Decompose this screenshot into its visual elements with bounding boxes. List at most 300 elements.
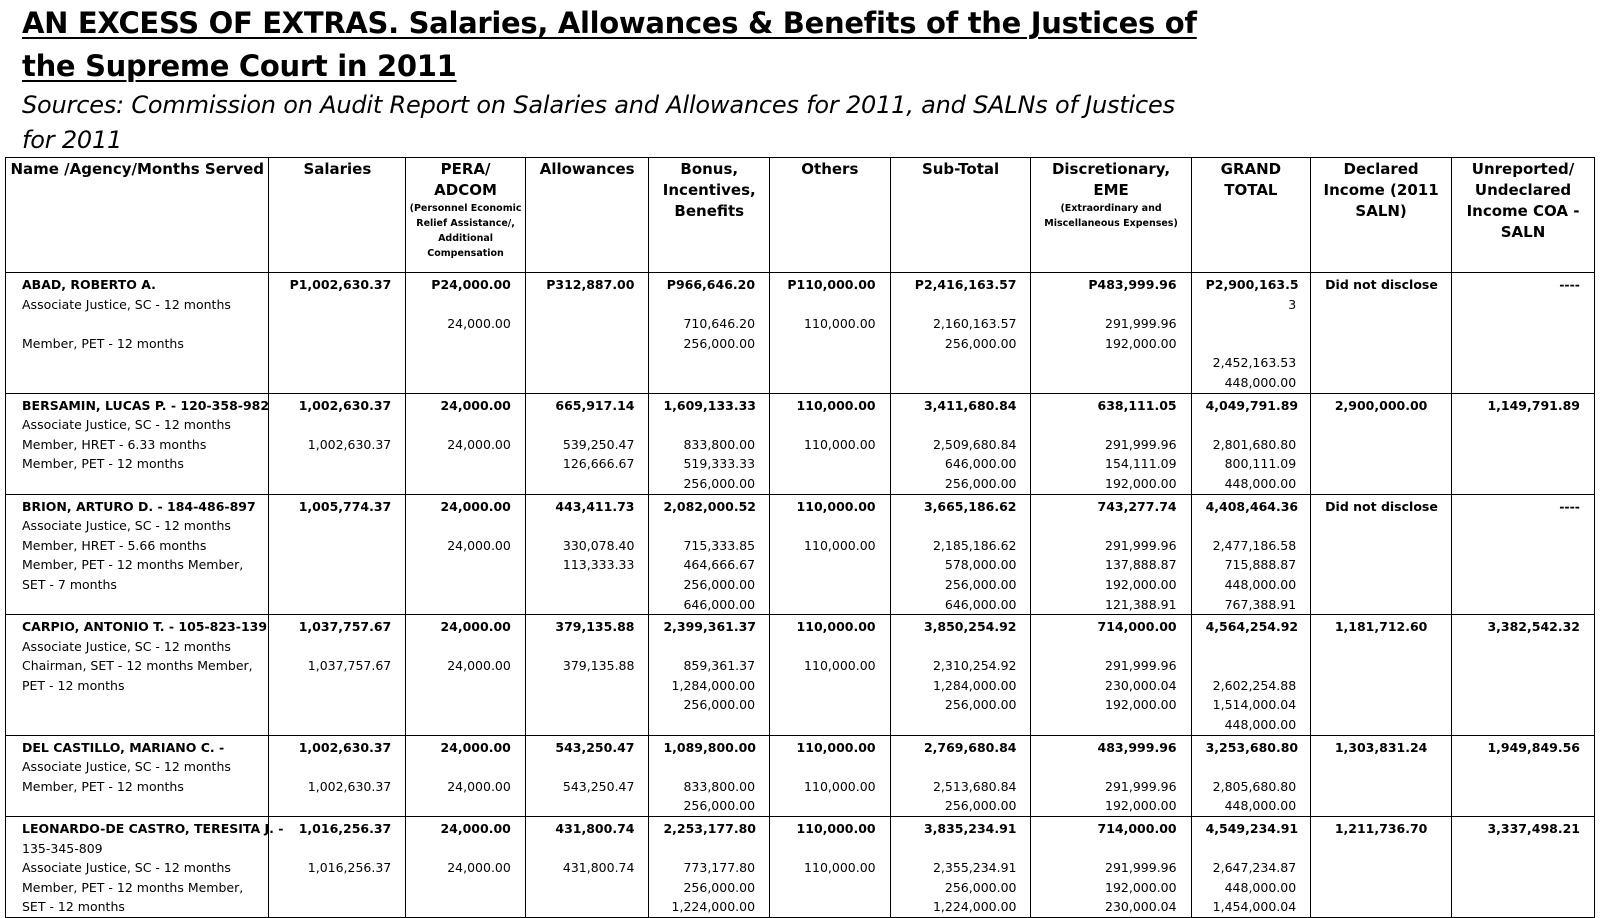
cell-grand <box>1191 273 1311 394</box>
cell-others <box>770 735 891 816</box>
amount-line: 256,000.00 <box>944 798 1017 814</box>
column-header <box>1191 158 1311 273</box>
amount-line <box>784 637 876 657</box>
amount-line: 24,000.00 <box>447 436 511 452</box>
cell-salaries <box>269 494 406 615</box>
amount-line: 638,111.05 <box>1097 397 1177 413</box>
amount-line: 578,000.00 <box>944 557 1017 573</box>
cell-name <box>6 735 269 816</box>
table-row <box>6 494 1595 615</box>
amount-line <box>905 839 1017 859</box>
cell-allowances <box>525 494 649 615</box>
amount-line: 4,408,464.36 <box>1205 498 1299 514</box>
amount-line: P2,900,163.5 <box>1205 277 1299 292</box>
amount-line <box>1206 839 1297 859</box>
position-line: 135-345-809 <box>22 840 103 856</box>
column-header-label: Name /Agency/Months Served <box>10 160 264 178</box>
amount-line: 24,000.00 <box>447 658 511 674</box>
amount-line <box>663 637 755 657</box>
cell-unreported <box>1452 273 1595 394</box>
amount-line: 1,303,831.24 <box>1334 739 1428 755</box>
report-title-line-1: AN EXCESS OF EXTRAS. Salaries, Allowances & Benefits of the Justices of <box>22 6 1197 40</box>
amount-line: 379,135.88 <box>555 619 635 635</box>
amount-line: 665,917.14 <box>555 397 635 413</box>
cell-bonus <box>649 735 770 816</box>
amount-line: 1,016,256.37 <box>298 821 392 837</box>
amount-line: 1,149,791.89 <box>1487 397 1580 413</box>
justice-name: ABAD, ROBERTO A. <box>22 277 156 292</box>
amount-line: 24,000.00 <box>440 739 511 755</box>
amount-line <box>663 839 755 859</box>
cell-unreported <box>1452 817 1595 918</box>
column-header <box>1452 158 1595 273</box>
amount-line: 767,388.91 <box>1224 596 1297 612</box>
amount-line: 1,211,736.70 <box>1334 821 1428 837</box>
position-line <box>22 314 264 334</box>
amount-line: 2,900,000.00 <box>1334 397 1428 413</box>
cell-declared <box>1311 615 1452 736</box>
amount-line: 291,999.96 <box>1105 658 1177 674</box>
amount-line: 230,000.04 <box>1105 899 1177 915</box>
cell-bonus <box>649 817 770 918</box>
column-header-label: Allowances <box>539 160 635 178</box>
amount-line: 448,000.00 <box>1224 879 1297 895</box>
column-header <box>6 158 269 273</box>
amount-line: 859,361.37 <box>683 658 756 674</box>
amount-line <box>420 516 511 536</box>
amount-line: 431,800.74 <box>562 860 635 876</box>
cell-bonus <box>649 494 770 615</box>
amount-line: 110,000.00 <box>796 498 876 514</box>
amount-line: 483,999.96 <box>1097 739 1177 755</box>
amount-line: 192,000.00 <box>1105 798 1177 814</box>
amount-line: 24,000.00 <box>440 397 511 413</box>
cell-pera <box>406 735 526 816</box>
amount-line: 431,800.74 <box>555 821 635 837</box>
header-row <box>6 158 1595 273</box>
amount-line <box>663 295 755 315</box>
justice-name: LEONARDO-DE CASTRO, TERESITA J. - <box>22 821 284 837</box>
amount-line: Did not disclose <box>1325 498 1438 514</box>
amount-line: 110,000.00 <box>804 860 876 876</box>
amount-line: 646,000.00 <box>944 596 1017 612</box>
amount-line: 4,564,254.92 <box>1205 619 1299 635</box>
cell-grand <box>1191 817 1311 918</box>
position-line: Associate Justice, SC - 12 months <box>22 417 231 433</box>
amount-line <box>283 637 391 657</box>
table-row <box>6 817 1595 918</box>
amount-line: P24,000.00 <box>431 277 511 292</box>
amount-line: Did not disclose <box>1325 277 1438 292</box>
report-title-line-2: the Supreme Court in 2011 <box>22 49 457 83</box>
justice-name: CARPIO, ANTONIO T. - 105-823-139 <box>22 619 268 635</box>
amount-line <box>905 637 1017 657</box>
amount-line: 2,082,000.52 <box>663 498 756 514</box>
amount-line: 543,250.47 <box>555 739 635 755</box>
table-body <box>6 273 1595 918</box>
justice-name: DEL CASTILLO, MARIANO C. - <box>22 739 225 755</box>
amount-line <box>1206 314 1297 334</box>
sources-line-2: for 2011 <box>22 126 123 154</box>
cell-unreported <box>1452 615 1595 736</box>
amount-line: 448,000.00 <box>1224 576 1297 592</box>
amount-line: 1,284,000.00 <box>671 677 756 693</box>
cell-allowances <box>525 393 649 494</box>
amount-line: 24,000.00 <box>447 316 511 332</box>
column-header <box>525 158 649 273</box>
amount-line: 1,002,630.37 <box>307 778 392 794</box>
amount-line: 291,999.96 <box>1105 316 1177 332</box>
cell-subtotal <box>890 494 1031 615</box>
amount-line <box>663 757 755 777</box>
position-line: Member, PET - 12 months <box>22 778 184 794</box>
cell-allowances <box>525 735 649 816</box>
amount-line: 192,000.00 <box>1105 576 1177 592</box>
amount-line: 24,000.00 <box>447 860 511 876</box>
amount-line: 1,037,757.67 <box>298 619 392 635</box>
amount-line <box>784 757 876 777</box>
amount-line: 646,000.00 <box>944 456 1017 472</box>
column-header <box>770 158 891 273</box>
amount-line: 3,253,680.80 <box>1205 739 1299 755</box>
cell-eme <box>1031 817 1191 918</box>
amount-line: 1,002,630.37 <box>298 739 392 755</box>
cell-subtotal <box>890 615 1031 736</box>
amount-line: 2,647,234.87 <box>1212 860 1297 876</box>
cell-unreported <box>1452 393 1595 494</box>
amount-line: 192,000.00 <box>1105 879 1177 895</box>
amount-line: 330,078.40 <box>562 537 635 553</box>
amount-line: 1,181,712.60 <box>1334 619 1428 635</box>
cell-subtotal <box>890 817 1031 918</box>
amount-line <box>1045 295 1176 315</box>
column-header-label: Unreported/ Undeclared Income COA - SALN <box>1466 160 1580 241</box>
cell-grand <box>1191 393 1311 494</box>
amount-line: 4,049,791.89 <box>1205 397 1299 413</box>
amount-line: 110,000.00 <box>804 778 876 794</box>
amount-line: 110,000.00 <box>796 397 876 413</box>
amount-line: 2,769,680.84 <box>923 739 1017 755</box>
amount-line: 3,665,186.62 <box>923 498 1017 514</box>
amount-line: 464,666.67 <box>683 557 756 573</box>
amount-line <box>420 415 511 435</box>
amount-line: 256,000.00 <box>944 879 1017 895</box>
amount-line: 4,549,234.91 <box>1205 821 1299 837</box>
amount-line: P966,646.20 <box>666 277 756 292</box>
column-header-label: Declared Income (2011 SALN) <box>1323 160 1439 220</box>
amount-line: 256,000.00 <box>944 335 1017 351</box>
cell-name <box>6 273 269 394</box>
cell-eme <box>1031 615 1191 736</box>
position-line: Member, PET - 12 months Member, <box>22 557 244 573</box>
amount-line <box>784 415 876 435</box>
amount-line: 1,454,000.04 <box>1212 899 1297 915</box>
amount-line <box>1206 757 1297 777</box>
amount-line: 291,999.96 <box>1105 778 1177 794</box>
cell-bonus <box>649 615 770 736</box>
cell-eme <box>1031 273 1191 394</box>
column-header-note: (Extraordinary and Miscellaneous Expenses) <box>1044 203 1178 229</box>
amount-line: 110,000.00 <box>804 658 876 674</box>
amount-line: 110,000.00 <box>804 537 876 553</box>
position-line: SET - 7 months <box>22 576 117 592</box>
amount-line: 192,000.00 <box>1105 475 1177 491</box>
amount-line: 714,000.00 <box>1097 821 1177 837</box>
position-line: Member, PET - 12 months <box>22 456 184 472</box>
cell-subtotal <box>890 735 1031 816</box>
cell-allowances <box>525 615 649 736</box>
cell-declared <box>1311 817 1452 918</box>
amount-line: 1,089,800.00 <box>663 739 756 755</box>
amount-line <box>540 839 635 859</box>
amount-line <box>1045 637 1176 657</box>
column-header-note: (Personnel Economic Relief Assistance/, Additional Compensation <box>409 203 522 259</box>
amount-line: 110,000.00 <box>796 619 876 635</box>
cell-pera <box>406 817 526 918</box>
sources-caption <box>22 88 1175 158</box>
amount-line: 256,000.00 <box>683 879 756 895</box>
amount-line: 291,999.96 <box>1105 436 1177 452</box>
amount-line: 1,002,630.37 <box>307 436 392 452</box>
amount-line <box>1045 839 1176 859</box>
amount-line <box>1206 637 1297 657</box>
cell-unreported <box>1452 494 1595 615</box>
amount-line: 710,646.20 <box>683 316 756 332</box>
amount-line: 1,005,774.37 <box>298 498 392 514</box>
amount-line: 448,000.00 <box>1224 374 1297 390</box>
amount-line: 543,250.47 <box>562 778 635 794</box>
amount-line: 3,382,542.32 <box>1487 619 1580 635</box>
amount-line <box>784 516 876 536</box>
amount-line: 2,160,163.57 <box>932 316 1017 332</box>
amount-line: 110,000.00 <box>804 436 876 452</box>
table-row <box>6 273 1595 394</box>
amount-line: 833,800.00 <box>683 436 756 452</box>
cell-eme <box>1031 494 1191 615</box>
amount-line: 1,037,757.67 <box>307 658 392 674</box>
cell-subtotal <box>890 273 1031 394</box>
amount-line: 192,000.00 <box>1105 697 1177 713</box>
sources-line-1: Sources: Commission on Audit Report on Salaries and Allowances for 2011, and SALNs of Justices <box>22 91 1175 119</box>
cell-pera <box>406 393 526 494</box>
amount-line: 256,000.00 <box>683 475 756 491</box>
amount-line <box>784 295 876 315</box>
amount-line <box>420 757 511 777</box>
table-header <box>6 158 1595 273</box>
cell-name <box>6 817 284 918</box>
amount-line: 3,850,254.92 <box>923 619 1017 635</box>
cell-eme <box>1031 393 1191 494</box>
amount-line: 256,000.00 <box>683 798 756 814</box>
amount-line: ---- <box>1559 277 1580 292</box>
amount-line: 800,111.09 <box>1224 456 1297 472</box>
column-header-label: Others <box>801 160 859 178</box>
amount-line: 2,310,254.92 <box>932 658 1017 674</box>
amount-line: 448,000.00 <box>1224 475 1297 491</box>
report-title <box>22 2 1197 88</box>
amount-line: 24,000.00 <box>440 498 511 514</box>
amount-line: 3 <box>1288 296 1297 312</box>
amount-line <box>540 415 635 435</box>
amount-line: 2,477,186.58 <box>1212 537 1297 553</box>
column-header <box>406 158 526 273</box>
amount-line: 2,513,680.84 <box>932 778 1017 794</box>
position-line: Member, PET - 12 months Member, <box>22 879 244 895</box>
amount-line: 192,000.00 <box>1105 335 1177 351</box>
amount-line: 24,000.00 <box>447 537 511 553</box>
amount-line: 121,388.91 <box>1105 596 1177 612</box>
amount-line <box>420 637 511 657</box>
amount-line: 443,411.73 <box>555 498 635 514</box>
amount-line: 773,177.80 <box>683 860 756 876</box>
cell-bonus <box>649 393 770 494</box>
column-header-label: PERA/ ADCOM <box>434 160 497 199</box>
column-header-label: Salaries <box>303 160 372 178</box>
amount-line: 833,800.00 <box>683 778 756 794</box>
amount-line: 1,016,256.37 <box>307 860 392 876</box>
position-line: Member, HRET - 6.33 months <box>22 436 207 452</box>
amount-line <box>905 757 1017 777</box>
amount-line <box>905 415 1017 435</box>
amount-line: P312,887.00 <box>546 277 635 292</box>
position-line: Associate Justice, SC - 12 months <box>22 638 231 654</box>
amount-line: 715,333.85 <box>683 537 756 553</box>
position-line: Associate Justice, SC - 12 months <box>22 296 231 312</box>
amount-line: 2,801,680.80 <box>1212 436 1297 452</box>
amount-line: 1,609,133.33 <box>663 397 756 413</box>
amount-line <box>1045 516 1176 536</box>
amount-line: 646,000.00 <box>683 596 756 612</box>
amount-line: 448,000.00 <box>1224 717 1297 733</box>
table-row <box>6 393 1595 494</box>
amount-line: 126,666.67 <box>562 456 635 472</box>
amount-line <box>1206 656 1297 676</box>
amount-line: 1,224,000.00 <box>932 899 1017 915</box>
cell-salaries <box>269 273 406 394</box>
column-header <box>1311 158 1452 273</box>
cell-others <box>770 615 891 736</box>
amount-line: 379,135.88 <box>562 658 635 674</box>
amount-line: 110,000.00 <box>796 739 876 755</box>
amount-line <box>283 757 391 777</box>
cell-declared <box>1311 273 1452 394</box>
amount-line <box>905 295 1017 315</box>
cell-pera <box>406 615 526 736</box>
amount-line: 2,355,234.91 <box>932 860 1017 876</box>
amount-line: 3,337,498.21 <box>1487 821 1580 837</box>
cell-declared <box>1311 494 1452 615</box>
table-row <box>6 615 1595 736</box>
amount-line: 291,999.96 <box>1105 537 1177 553</box>
amount-line: 24,000.00 <box>440 619 511 635</box>
cell-salaries <box>269 393 406 494</box>
amount-line: P1,002,630.37 <box>289 277 392 292</box>
position-line: Associate Justice, SC - 12 months <box>22 518 231 534</box>
position-line: PET - 12 months <box>22 677 125 693</box>
column-header-label: Sub-Total <box>921 160 1000 178</box>
amount-line: 256,000.00 <box>683 335 756 351</box>
amount-line: 2,399,361.37 <box>663 619 756 635</box>
cell-salaries <box>269 817 406 918</box>
amount-line <box>283 415 391 435</box>
amount-line: 539,250.47 <box>562 436 635 452</box>
position-line: Associate Justice, SC - 12 months <box>22 860 231 876</box>
amount-line: 448,000.00 <box>1224 798 1297 814</box>
cell-subtotal <box>890 393 1031 494</box>
amount-line <box>663 415 755 435</box>
amount-line <box>1206 334 1297 354</box>
amount-line: 256,000.00 <box>944 576 1017 592</box>
amount-line: ---- <box>1559 498 1580 514</box>
amount-line <box>540 516 635 536</box>
cell-name <box>6 615 269 736</box>
amount-line: 1,514,000.04 <box>1212 697 1297 713</box>
position-line: SET - 12 months <box>22 899 125 915</box>
amount-line <box>1045 757 1176 777</box>
cell-unreported <box>1452 735 1595 816</box>
amount-line: P110,000.00 <box>787 277 876 292</box>
amount-line: 256,000.00 <box>944 697 1017 713</box>
amount-line: 256,000.00 <box>683 697 756 713</box>
amount-line: 110,000.00 <box>804 316 876 332</box>
cell-grand <box>1191 735 1311 816</box>
amount-line <box>420 839 511 859</box>
column-header-label: GRAND TOTAL <box>1220 160 1282 199</box>
amount-line: 2,805,680.80 <box>1212 778 1297 794</box>
cell-salaries <box>269 735 406 816</box>
amount-line <box>540 637 635 657</box>
column-header <box>269 158 406 273</box>
amount-line: 2,185,186.62 <box>932 537 1017 553</box>
amount-line: 1,002,630.37 <box>298 397 392 413</box>
amount-line: 714,000.00 <box>1097 619 1177 635</box>
amount-line: 715,888.87 <box>1224 557 1297 573</box>
salaries-table <box>5 157 1595 918</box>
amount-line: 256,000.00 <box>683 576 756 592</box>
position-line: Member, HRET - 5.66 months <box>22 537 207 553</box>
amount-line: 3,411,680.84 <box>923 397 1017 413</box>
cell-name <box>6 494 269 615</box>
amount-line: 2,253,177.80 <box>663 821 756 837</box>
justice-name: BRION, ARTURO D. - 184-486-897 <box>22 498 256 514</box>
amount-line: 519,333.33 <box>683 456 756 472</box>
position-line: Member, PET - 12 months <box>22 335 184 351</box>
column-header-label: Discretionary, EME <box>1051 160 1171 199</box>
justice-name: BERSAMIN, LUCAS P. - 120-358-982 <box>22 397 270 413</box>
table-row <box>6 735 1595 816</box>
amount-line: P483,999.96 <box>1088 277 1177 292</box>
amount-line <box>1206 516 1297 536</box>
amount-line: 137,888.87 <box>1105 557 1177 573</box>
cell-others <box>770 494 891 615</box>
cell-allowances <box>525 273 649 394</box>
amount-line: 154,111.09 <box>1105 456 1177 472</box>
amount-line: 3,835,234.91 <box>923 821 1017 837</box>
amount-line: 2,602,254.88 <box>1212 677 1297 693</box>
column-header-label: Bonus, Incentives, Benefits <box>662 160 756 220</box>
cell-pera <box>406 494 526 615</box>
cell-declared <box>1311 393 1452 494</box>
amount-line <box>905 516 1017 536</box>
cell-grand <box>1191 494 1311 615</box>
cell-name <box>6 393 269 494</box>
position-line: Chairman, SET - 12 months Member, <box>22 658 253 674</box>
amount-line: 24,000.00 <box>447 778 511 794</box>
amount-line <box>283 839 391 859</box>
amount-line: 1,949,849.56 <box>1487 739 1580 755</box>
amount-line: 110,000.00 <box>796 821 876 837</box>
amount-line: 2,509,680.84 <box>932 436 1017 452</box>
